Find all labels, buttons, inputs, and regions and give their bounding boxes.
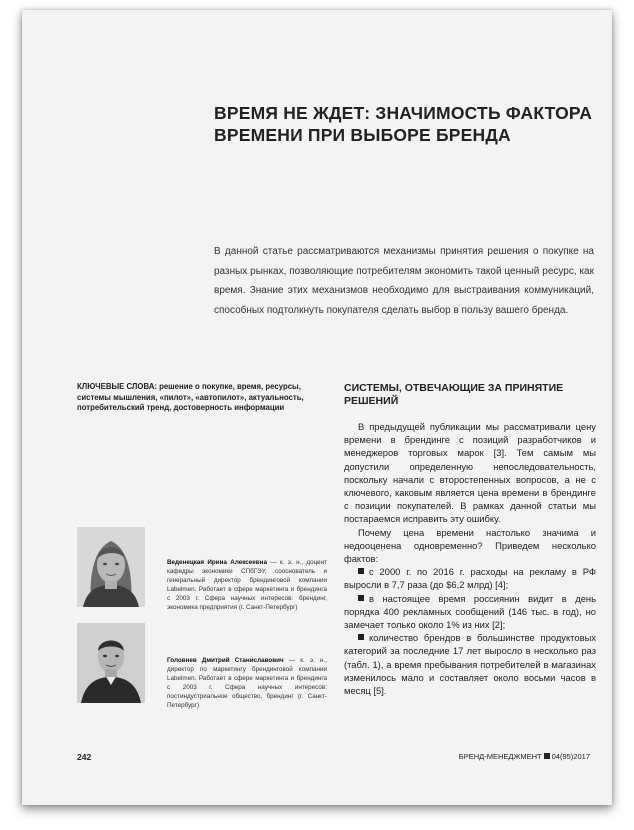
author-bio-2	[167, 656, 327, 710]
body-paragraph-2: Почему цена времени настолько значима и недооценена одновременно? Приведем несколько фактов:	[344, 526, 596, 565]
article-title-line-2: ВРЕМЕНИ ПРИ ВЫБОРЕ БРЕНДА	[214, 125, 511, 145]
bullet-item-3	[344, 631, 596, 697]
article-abstract: В данной статье рассматриваются механизмы принятия решения о покупке на разных рынках, позволяющие потребителям экономить такой ценный ресурс, как время. Знание этих механизмов необходимо для выстраивания коммуникаций, способных подтолкнуть покупателя сделать выбор в пользу вашего бренда.	[214, 246, 594, 316]
article-title	[214, 102, 594, 146]
author-portrait-man	[77, 623, 145, 703]
bullet-text-1: с 2000 г. по 2016 г. расходы на рекламу в РФ выросли в 7,7 раза (до $6,2 млрд) [4];	[344, 566, 596, 591]
square-bullet-icon	[358, 595, 364, 601]
square-bullet-icon	[358, 634, 364, 640]
bullet-text-2: в настоящее время россиянин видит в день порядка 400 рекламных сообщений (146 тыс. в год), но замечает только около 1% из них [2];	[344, 592, 596, 631]
keywords-block	[77, 382, 327, 414]
body-paragraph-1: В предыдущей публикации мы рассматривали цену времени в брендинге с позиций разработчиков и менеджеров торговых марок [3]. Тем самым мы допустили определенную непоследовательность, поскольку начали с второстепенных вопросов, а не с ключевого, каковым является цена времени в брендинге с позиции покупателей. В рамках данной статьи мы постараемся исправить эту ошибку.	[344, 421, 596, 525]
section-heading-line-2: РЕШЕНИЙ	[344, 395, 399, 407]
square-separator-icon	[544, 753, 550, 759]
section-body	[344, 420, 596, 697]
keywords-text: решение о покупке, время, ресурсы, системы мышления, «пилот», «автопилот», актуальность, потребительский тренд, достоверность информации	[77, 382, 304, 412]
author-name-1: Веденецкая Ирина Алексеевна	[167, 559, 267, 566]
page-number: 242	[77, 752, 92, 762]
journal-issue: 04(95)2017	[551, 752, 590, 761]
bullet-item-2	[344, 592, 596, 632]
bullet-item-1	[344, 565, 596, 591]
journal-name: БРЕНД-МЕНЕДЖМЕНТ	[458, 752, 542, 761]
section-heading-line-1: СИСТЕМЫ, ОТВЕЧАЮЩИЕ ЗА ПРИНЯТИЕ	[344, 382, 564, 394]
author-portrait-woman	[77, 527, 145, 607]
section-heading	[344, 382, 594, 408]
article-title-line-1: ВРЕМЯ НЕ ЖДЕТ: ЗНАЧИМОСТЬ ФАКТОРА	[214, 103, 593, 123]
journal-page	[22, 10, 612, 805]
author-description-1: — к. э. н., доцент кафедры экономики СПбГЭУ, сооснователь и генеральный директор брендинговой компании Labelmen. Работает в сфере маркетинга и брендинга с 2003 г. Сфера научных интересов: брендинг, экономика предприятия (г. Санкт-Петербург)	[167, 559, 327, 611]
author-bio-1	[167, 558, 327, 612]
author-photo-1	[77, 527, 145, 607]
square-bullet-icon	[358, 568, 364, 574]
author-photo-2	[77, 623, 145, 703]
author-name-2: Головнев Дмитрий Станиславович	[167, 657, 284, 664]
author-description-2: — к. э. н., директор по маркетингу брендинговой компании Labelmen. Работает в сфере маркетинга и брендинга с 2003 г. Сфера научных интересов: постиндустриальное общество, брендинг (г. Санкт-Петербург)	[167, 657, 327, 709]
keywords-label: КЛЮЧЕВЫЕ СЛОВА:	[77, 382, 157, 391]
bullet-text-3: количество брендов в большинстве продуктовых категорий за последние 17 лет выросло в несколько раз (табл. 1), а время пребывания потребителей в магазинах изменилось мало и составляет около восьми часов в месяц [5].	[344, 632, 596, 697]
journal-footer	[459, 752, 590, 761]
